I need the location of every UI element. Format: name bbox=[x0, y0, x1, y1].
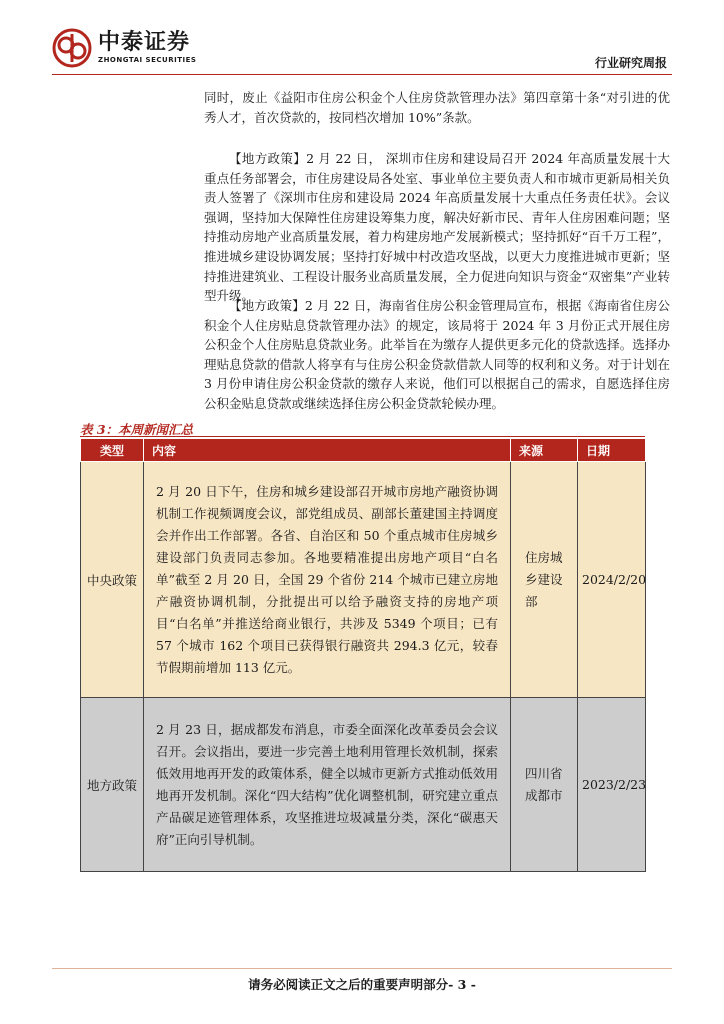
page-number: - 3 - bbox=[448, 977, 476, 992]
header-date: 日期 bbox=[578, 439, 646, 462]
cell-content: 2 月 20 日下午，住房和城乡建设部召开城市房地产融资协调机制工作视频调度会议，部党组成员、副部长董建国主持调度会并作出工作部署。各省、自治区和 50 个重点城市住房城乡建设部门负责同志参加。各地要精准提出房地产项目“白名单”截至 2 月 20 日，全国 29 个省份 214 个城市已建立房地产融资协调机制，分批提出可以给予融资支持的房地产项目“白名单”并推送给商业银行，共涉及 5349 个项目；已有 57 个城市 162 个项目已获得银行融资共 294.3 亿元，较春节假期前增加 113 亿元。 bbox=[144, 462, 511, 698]
paragraph-3: 【地方政策】2 月 22 日，海南省住房公积金管理局宣布，根据《海南省住房公积金个人住房贴息贷款管理办法》的规定，该局将于 2024 年 3 月份正式开展住房公积金个人住房贴息贷款业务。此举旨在为缴存人提供更多元化的贷款选择。选择办理贴息贷款的借款人将享有与住房公积金贷款借款人同等的权利和义务。对于计划在 3 月份申请住房公积金贷款的缴存人来说，他们可以根据自己的需求，自愿选择住房公积金贴息贷款或继续选择住房公积金贷款轮候办理。 bbox=[204, 298, 670, 411]
cell-date: 2024/2/20 bbox=[578, 462, 646, 698]
header-type: 类型 bbox=[81, 439, 144, 462]
logo-chinese-name: 中泰证券 bbox=[98, 30, 191, 55]
cell-source: 住房城乡建设部 bbox=[511, 462, 578, 698]
table-title: 表 3：本周新闻汇总 bbox=[80, 422, 194, 437]
logo-english-name: ZHONGTAI SECURITIES bbox=[98, 56, 197, 64]
footer-disclaimer: 请务必阅读正文之后的重要声明部分 bbox=[248, 977, 449, 992]
zhongtai-logo-icon bbox=[52, 28, 92, 68]
page-footer bbox=[0, 975, 724, 993]
header-source: 来源 bbox=[511, 439, 578, 462]
table-row bbox=[81, 462, 646, 698]
table-header-row bbox=[81, 439, 646, 462]
cell-source: 四川省成都市 bbox=[511, 698, 578, 872]
report-type-label: 行业研究周报 bbox=[594, 56, 667, 70]
cell-date: 2023/2/23 bbox=[578, 698, 646, 872]
cell-content: 2 月 23 日，据成都发布消息，市委全面深化改革委员会会议召开。会议指出，要进一步完善土地利用管理长效机制，探索低效用地再开发的政策体系，健全以城市更新方式推动低效用地再开发机制。深化“四大结构”优化调整机制，研究建立重点产品碳足迹管理体系，攻坚推进垃圾减量分类，深化“碳惠天府”正向引导机制。 bbox=[144, 698, 511, 872]
footer-divider bbox=[52, 968, 672, 969]
paragraph-2: 【地方政策】2 月 22 日， 深圳市住房和建设局召开 2024 年高质量发展十大重点任务部署会，市住房建设局各处室、事业单位主要负责人和市城市更新局相关负责人签署了《深圳市住房和建设局 2024 年高质量发展十大重点任务责任状》。会议强调，坚持加大保障性住房建设筹集力度，解决好新市民、青年人住房困难问题；坚持推动房地产业高质量发展，着力构建房地产发展新模式；坚持抓好“百千万工程”，推进城乡建设协调发展；坚持打好城中村改造攻坚战，以更大力度推进城市更新；坚持推进建筑业、工程设计服务业高质量发展，全力促进向知识与资金“双密集”产业转型升级。 bbox=[204, 151, 670, 304]
paragraph-1: 同时，废止《益阳市住房公积金个人住房贷款管理办法》第四章第十条“对引进的优秀人才，首次贷款的，按同档次增加 10%”条款。 bbox=[204, 90, 670, 125]
header-divider bbox=[52, 74, 672, 75]
table-row bbox=[81, 698, 646, 872]
header-content: 内容 bbox=[144, 439, 511, 462]
cell-type: 地方政策 bbox=[81, 698, 144, 872]
news-summary-table bbox=[80, 438, 646, 872]
company-logo bbox=[52, 26, 222, 70]
table-title-divider bbox=[80, 436, 645, 437]
cell-type: 中央政策 bbox=[81, 462, 144, 698]
